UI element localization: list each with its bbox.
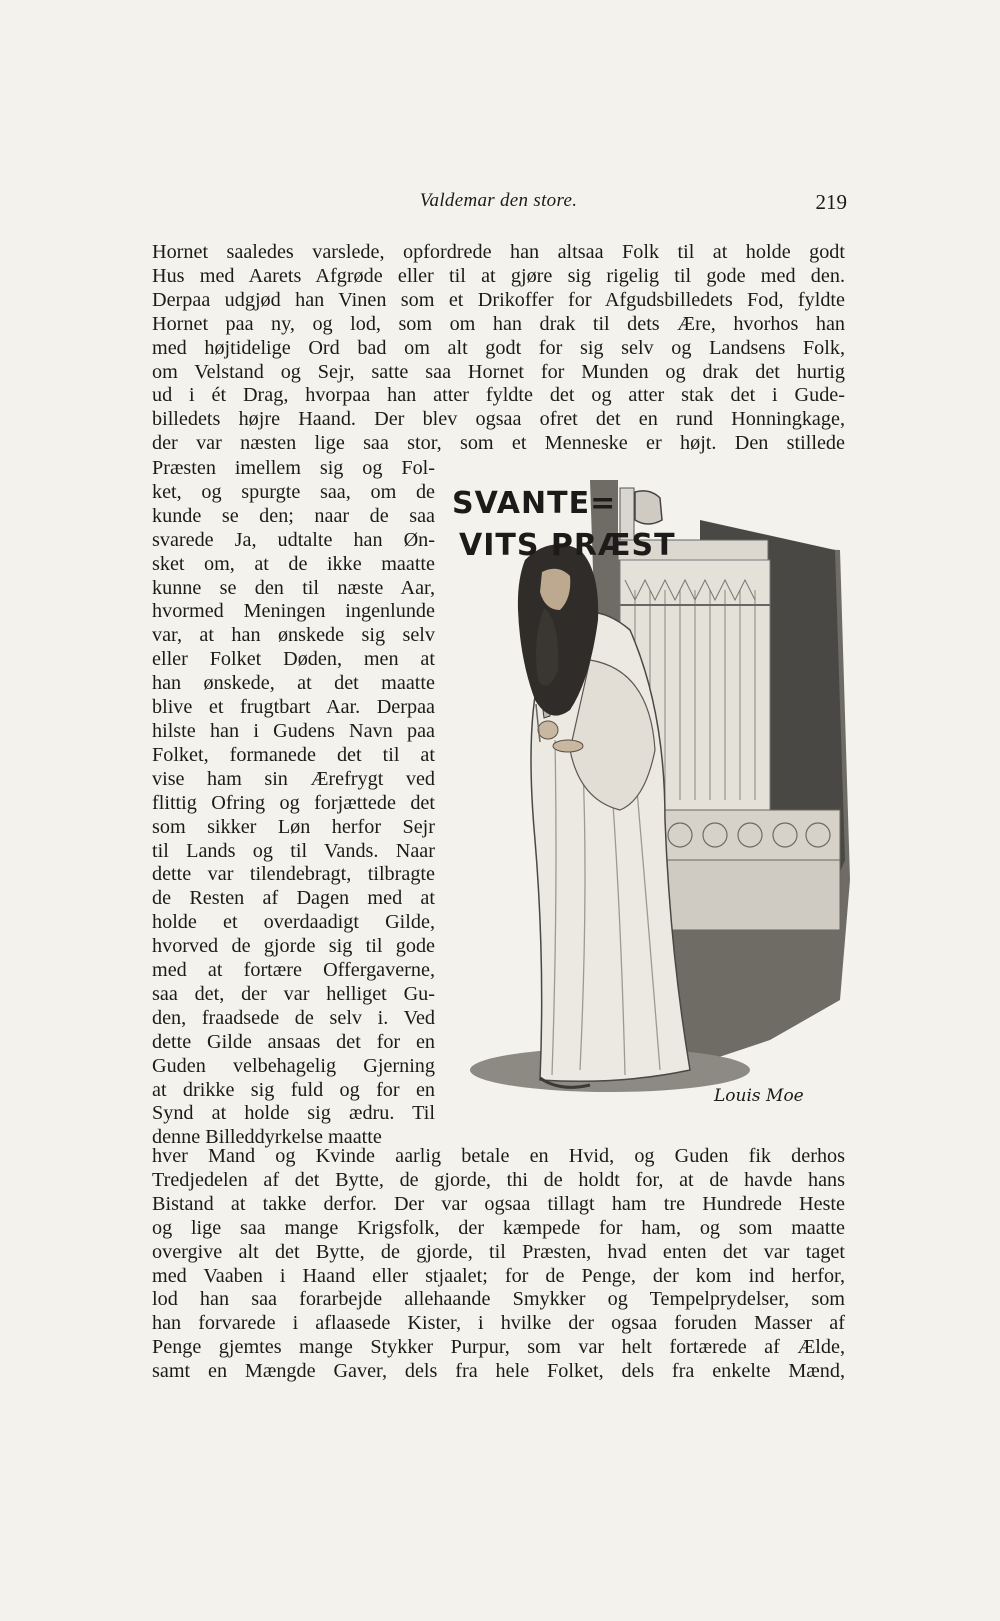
text-line: samt en Mængde Gaver, dels fra hele Folket, dels fra enkelte Mænd, [152,1360,845,1383]
text-line: Derpaa udgjød han Vinen som et Drikoffer for Afgudsbilledets Fod, fyldte [152,288,845,311]
text-line: hver Mand og Kvinde aarlig betale en Hvid, og Guden fik derhos [152,1145,845,1167]
text-line: saa det, der var helliget Gu- [152,982,435,1005]
text-top [152,241,845,456]
running-title: Valdemar den store. [419,190,578,211]
illustration-caption-line-1: SVANTE= [452,486,617,521]
text-column [152,457,435,1150]
text-line: hilste han i Gudens Navn paa [152,719,435,742]
text-line: Penge gjemtes mange Stykker Purpur, som var helt fortærede af Ælde, [152,1336,845,1359]
text-line: med at fortære Offergaverne, [152,959,435,982]
text-line: kunne se den til næste Aar, [152,576,435,599]
text-line: overgive alt det Bytte, de gjorde, til Præsten, hvad enten det var taget [152,1240,845,1263]
text-line: han forvarede i aflaasede Kister, i hvilke der ogsaa foruden Masser af [152,1312,845,1335]
text-line: Tredjedelen af det Bytte, de gjorde, thi de holdt for, at de havde hans [152,1168,845,1191]
text-line: om Velstand og Sejr, satte saa Hornet for Munden og drak det hurtig [152,360,845,383]
illustration-caption-line-2: VITS PRÆST [459,528,676,563]
text-line: de Resten af Dagen med at [152,887,435,910]
text-line: lod han saa forarbejde allehaande Smykker og Tempelprydelser, som [152,1288,845,1311]
text-line: Synd at holde sig ædru. Til [152,1102,435,1125]
text-line: billedets højre Haand. Der blev ogsaa ofret det en rund Honningkage, [152,408,845,431]
text-line: ud i ét Drag, hvorpaa han atter fyldte det og atter stak det i Gude- [152,384,845,407]
text-line: med Vaaben i Haand eller stjaalet; for de Penge, der kom ind herfor, [152,1264,845,1287]
text-line: den, fraadsede de selv i. Ved [152,1006,435,1029]
text-line: dette Gilde ansaas det for en [152,1030,435,1053]
text-line: Hornet saaledes varslede, opfordrede han altsaa Folk til at holde godt [152,241,845,263]
text-line: var, at han ønskede sig selv [152,624,435,647]
text-line: Præsten imellem sig og Fol- [152,457,435,479]
text-line: Guden velbehagelig Gjerning [152,1054,435,1077]
text-line: dette var tilendebragt, tilbragte [152,863,435,886]
text-line: sket om, at de ikke maatte [152,552,435,575]
text-line: at drikke sig fuld og for en [152,1078,435,1101]
artist-signature: Louis Moe [714,1086,804,1106]
text-line: blive et frugtbart Aar. Derpaa [152,696,435,719]
text-line: han ønskede, at det maatte [152,672,435,695]
text-line: svarede Ja, udtalte han Øn- [152,528,435,551]
text-line: hvormed Meningen ingenlunde [152,600,435,623]
text-line: flittig Ofring og forjættede det [152,791,435,814]
priest-illustration [440,480,850,1120]
text-line: eller Folket Døden, men at [152,648,435,671]
text-line: ket, og spurgte saa, om de [152,480,435,503]
text-line: med højtidelige Ord bad om alt godt for sig selv og Landsens Folk, [152,336,845,359]
page-number: 219 [815,190,847,214]
text-line: kunde se den; naar de saa [152,504,435,527]
text-line: til Lands og til Vands. Naar [152,839,435,862]
text-line: som sikker Løn herfor Sejr [152,815,435,838]
text-line: Hornet paa ny, og lod, som om han drak til dets Ære, hvorhos han [152,312,845,335]
text-line: Hus med Aarets Afgrøde eller til at gjøre sig rigelig til gode med den. [152,264,845,287]
text-line: denne Billeddyrkelse maatte [152,1126,382,1149]
text-line: hvorved de gjorde sig til gode [152,935,435,958]
text-line: Bistand at takke derfor. Der var ogsaa tillagt ham tre Hundrede Heste [152,1192,845,1215]
text-line: der var næsten lige saa stor, som et Menneske er højt. Den stillede [152,432,845,455]
text-line: vise ham sin Ærefrygt ved [152,767,435,790]
page-header [150,190,847,222]
text-line: holde et overdaadigt Gilde, [152,911,435,934]
text-line: Folket, formanede det til at [152,743,435,766]
text-line: og lige saa mange Krigsfolk, der kæmpede for ham, og som maatte [152,1216,845,1239]
text-bottom [152,1145,845,1384]
